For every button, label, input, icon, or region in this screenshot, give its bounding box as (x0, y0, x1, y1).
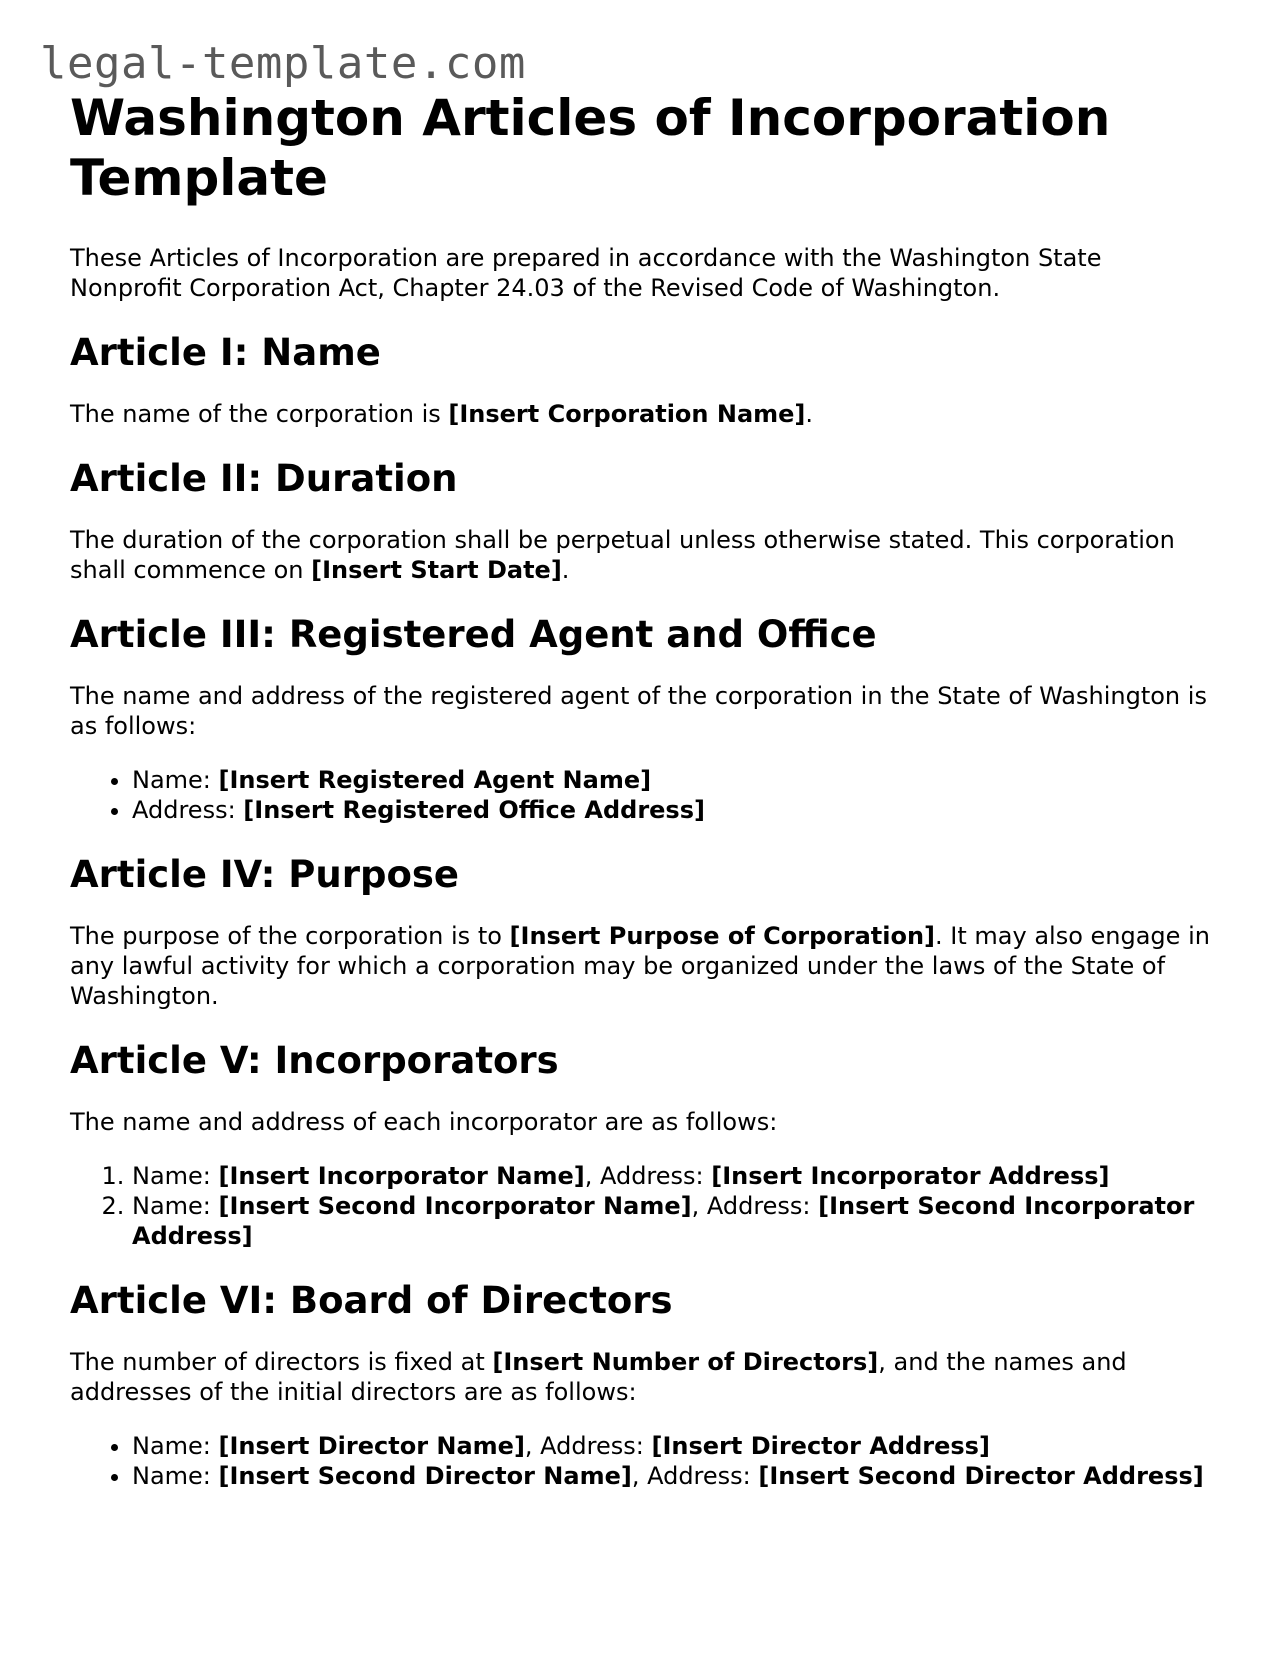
director-name-placeholder: [Insert Director Name] (218, 1432, 525, 1460)
registered-agent-list (70, 765, 1210, 825)
list-item (132, 795, 1210, 825)
incorporator-name-label: Name: (132, 1162, 219, 1190)
article-4-text-after: . It may also engage in any lawful activity for which a corporation may be organized under the laws of the State of Washington. (70, 922, 1210, 1010)
agent-address-label: Address: (132, 796, 244, 824)
agent-name-label: Name: (132, 766, 219, 794)
directors-list (70, 1431, 1210, 1491)
article-1-text (70, 399, 1210, 429)
director-name-label: Name: (132, 1432, 219, 1460)
article-1-text-after: . (805, 400, 814, 428)
second-director-name-placeholder: [Insert Second Director Name] (218, 1462, 632, 1490)
article-4-text-before: The purpose of the corporation is to (70, 922, 510, 950)
article-3-heading: Article III: Registered Agent and Office (70, 613, 877, 656)
incorporator-address-label: , Address: (691, 1192, 819, 1220)
incorporator-name-label: Name: (132, 1192, 219, 1220)
second-incorporator-name-placeholder: [Insert Second Incorporator Name] (218, 1192, 692, 1220)
list-item (132, 1461, 1210, 1491)
second-incorporator-address-placeholder: [Insert Second Incorporator Address] (132, 1192, 1195, 1250)
article-2-text-after: . (561, 556, 570, 584)
article-3-text: The name and address of the registered agent of the corporation in the State of Washington is as follows: (70, 682, 1207, 740)
purpose-placeholder: [Insert Purpose of Corporation] (509, 922, 936, 950)
start-date-placeholder: [Insert Start Date] (311, 556, 562, 584)
article-6-text (70, 1347, 1210, 1407)
article-5-heading: Article V: Incorporators (70, 1039, 559, 1082)
director-address-placeholder: [Insert Director Address] (651, 1432, 990, 1460)
number-of-directors-placeholder: [Insert Number of Directors] (492, 1348, 879, 1376)
agent-address-placeholder: [Insert Registered Office Address] (243, 796, 705, 824)
article-2-text-before: The duration of the corporation shall be perpetual unless otherwise stated. This corporation shall commence on (70, 526, 1175, 584)
article-1-text-before: The name of the corporation is (70, 400, 449, 428)
incorporator-address-placeholder: [Insert Incorporator Address] (711, 1162, 1110, 1190)
page-title: Washington Articles of Incorporation Template (70, 89, 1111, 207)
director-name-label: Name: (132, 1462, 219, 1490)
list-item (132, 1431, 1210, 1461)
article-2-heading: Article II: Duration (70, 457, 458, 500)
article-6-heading: Article VI: Board of Directors (70, 1279, 673, 1322)
site-watermark: legal-template.com (40, 38, 526, 89)
second-director-address-placeholder: [Insert Second Director Address] (758, 1462, 1204, 1490)
article-1-heading: Article I: Name (70, 331, 381, 374)
incorporator-address-label: , Address: (584, 1162, 712, 1190)
article-2-text (70, 525, 1210, 585)
document (70, 88, 1210, 1491)
director-address-label: , Address: (524, 1432, 652, 1460)
list-item (132, 1191, 1210, 1251)
article-6-text-after: , and the names and addresses of the initial directors are as follows: (70, 1348, 1127, 1406)
list-item (132, 1161, 1210, 1191)
director-address-label: , Address: (631, 1462, 759, 1490)
article-4-text (70, 921, 1210, 1011)
incorporator-name-placeholder: [Insert Incorporator Name] (218, 1162, 585, 1190)
intro-paragraph: These Articles of Incorporation are prepared in accordance with the Washington State Nonprofit Corporation Act, Chapter 24.03 of the Revised Code of Washington. (70, 244, 1102, 302)
article-4-heading: Article IV: Purpose (70, 853, 459, 896)
agent-name-placeholder: [Insert Registered Agent Name] (218, 766, 652, 794)
corporation-name-placeholder: [Insert Corporation Name] (448, 400, 806, 428)
incorporators-list (70, 1161, 1210, 1251)
article-5-text: The name and address of each incorporator are as follows: (70, 1108, 778, 1136)
list-item (132, 765, 1210, 795)
article-6-text-before: The number of directors is fixed at (70, 1348, 493, 1376)
